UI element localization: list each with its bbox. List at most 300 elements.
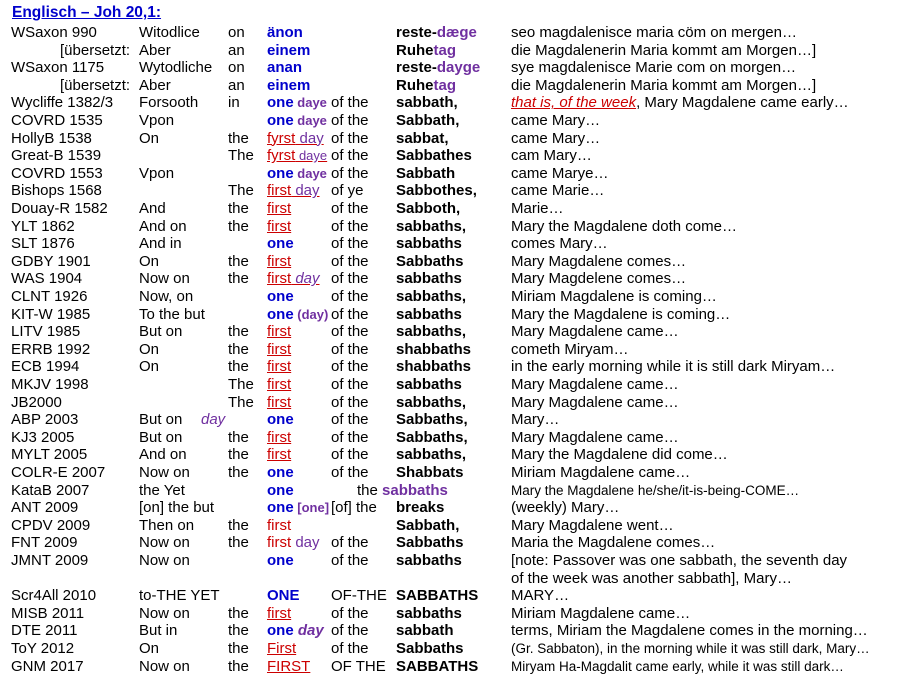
- sabbath-term: [396, 288, 466, 306]
- of-the: OF THE: [331, 657, 386, 675]
- sabbath-term-suffix: ,: [455, 112, 460, 129]
- sabbath-term: [396, 499, 444, 517]
- lead-words: Aber: [139, 76, 171, 94]
- sabbath-term-main: Sabbaths: [396, 640, 464, 657]
- translation-text: [511, 235, 608, 253]
- translation-text: [511, 640, 870, 658]
- table-row: [0, 464, 900, 482]
- sabbath-term: [396, 517, 459, 535]
- version-name: COVRD 1553: [11, 164, 103, 182]
- version-name: DTE 2011: [11, 622, 78, 640]
- sabbath-term-main: sabbath: [396, 622, 454, 640]
- table-row: [0, 358, 900, 376]
- of-the: of the: [331, 622, 369, 640]
- sabbath-term-main: Ruhe: [396, 76, 434, 94]
- translation-text-main: came Marye…: [511, 164, 609, 182]
- version-name: Bishops 1568: [11, 182, 102, 200]
- numeral-word: one: [267, 288, 294, 305]
- sabbath-term-suffix: ,: [456, 200, 461, 217]
- translation-text-main: Miriam Magdalene came…: [511, 604, 691, 622]
- inserted-word: day: [201, 411, 226, 429]
- sabbath-term: [396, 94, 458, 112]
- sabbath-term: [396, 147, 472, 165]
- translation-text: [511, 306, 730, 324]
- sabbath-term: [396, 358, 471, 376]
- sabbath-term-main: SABBATHS: [396, 587, 479, 605]
- translation-text: [511, 42, 816, 60]
- numeral-word: one daye: [267, 164, 327, 182]
- numeral-word: first day: [267, 182, 320, 200]
- lead-words: And in: [139, 235, 182, 253]
- inserted-phrase: that is, of the week: [511, 94, 637, 112]
- translation-text-main: in the early morning while it is still dark Miryam…: [511, 358, 836, 376]
- lead-words: Aber: [139, 41, 171, 59]
- of-the: of the: [331, 94, 369, 112]
- sabbath-term-main: sabbaths: [396, 393, 462, 411]
- numeral-word: one: [267, 235, 294, 253]
- numeral-word: first: [267, 217, 292, 235]
- version-name: WAS 1904: [11, 270, 83, 288]
- article: the: [228, 252, 249, 270]
- article: the: [228, 200, 249, 217]
- translation-text: [511, 658, 844, 676]
- translation-text-main: terms, Miriam the Magdalene comes in the morning…: [511, 622, 868, 640]
- translation-text: [511, 270, 686, 288]
- sabbath-term-main: Sabbathes: [396, 147, 472, 165]
- sabbath-term-suffix: tag: [433, 76, 456, 94]
- lead-words: the Yet: [139, 481, 185, 499]
- sabbath-term-main: sabbaths: [396, 323, 462, 341]
- table-row: [0, 130, 900, 148]
- sabbath-term-main: sabbaths: [396, 270, 462, 288]
- translation-text-main: cometh Miryam…: [511, 340, 629, 358]
- of-the: of the: [331, 604, 369, 622]
- table-row: [0, 323, 900, 341]
- numeral-word: änon: [267, 24, 303, 41]
- sabbath-term-main: sabbaths: [396, 217, 462, 235]
- lead-words: Vpon: [139, 164, 175, 182]
- version-name: WSaxon 990: [11, 24, 97, 41]
- translation-text-main: Mary the Magdalene did come…: [511, 446, 728, 464]
- translation-text: [511, 587, 569, 605]
- of-the: of the: [331, 112, 369, 129]
- version-name: Scr4All 2010: [11, 587, 97, 605]
- translation-text-main: cam Mary…: [511, 147, 592, 165]
- translation-text: [511, 534, 715, 552]
- table-row: [0, 376, 900, 394]
- sabbath-term-main: Sabbath: [396, 516, 456, 534]
- lead-words: And on: [139, 446, 187, 464]
- version-name: CLNT 1926: [11, 288, 88, 305]
- lead-words: But on: [139, 428, 183, 446]
- sabbath-term-suffix: ,: [463, 411, 468, 429]
- article: an: [228, 41, 245, 59]
- of-the: OF-THE: [331, 587, 387, 605]
- translation-text: [511, 341, 629, 359]
- article: the: [228, 340, 249, 358]
- article: The: [228, 147, 254, 165]
- translation-text-main: Mary Magdalene came…: [511, 428, 679, 446]
- sabbath-term: [396, 394, 466, 412]
- of-the: of the: [331, 217, 369, 235]
- numeral-word: einem: [267, 76, 311, 94]
- sabbath-term: [396, 376, 462, 394]
- translation-text-main: Mary…: [511, 411, 560, 429]
- article: in: [228, 94, 240, 112]
- sabbath-term-suffix: ,: [472, 182, 477, 200]
- version-name: WSaxon 1175: [11, 59, 105, 77]
- version-name: ANT 2009: [11, 499, 79, 517]
- lead-words: [on] the but: [139, 499, 215, 517]
- numeral-word: First: [267, 640, 297, 657]
- table-row: [0, 42, 900, 60]
- numeral-word: one: [267, 552, 294, 569]
- of-the: [of] the: [331, 499, 377, 517]
- translation-text-main: came Mary…: [511, 112, 601, 129]
- sabbath-term: [396, 552, 462, 570]
- article: an: [228, 76, 245, 94]
- sabbath-term: [396, 42, 456, 60]
- sabbath-term: [396, 59, 480, 77]
- day-word: day: [291, 182, 320, 200]
- version-name: ToY 2012: [11, 640, 75, 657]
- of-the: of the: [331, 164, 369, 182]
- sabbath-term-main: Sabbaths: [396, 534, 464, 552]
- version-name: GNM 2017: [11, 657, 84, 675]
- numeral-word: first: [267, 358, 292, 376]
- of-the: of the: [331, 446, 369, 464]
- sabbath-term-suffix: ,: [461, 323, 467, 341]
- day-word: (day): [293, 306, 329, 322]
- version-name: COLR-E 2007: [11, 464, 106, 481]
- of-the: of the: [331, 428, 369, 446]
- sabbath-term: [396, 622, 454, 640]
- of-the: of the: [331, 393, 369, 411]
- lead-words: Now on: [139, 657, 190, 675]
- article: the: [228, 622, 249, 640]
- of-the: of the: [331, 534, 369, 552]
- numeral-word: fyrst daye: [267, 147, 328, 165]
- translation-text-main: Mary Magdalene came…: [511, 376, 679, 393]
- table-row: [0, 640, 900, 658]
- table-row: [0, 411, 900, 429]
- version-name: Great-B 1539: [11, 147, 102, 165]
- lead-words: to-THE YET: [139, 587, 220, 605]
- sabbath-term: [396, 464, 464, 482]
- sabbath-term: [396, 323, 466, 341]
- sabbath-term: [357, 482, 448, 500]
- sabbath-term: [396, 165, 455, 183]
- translation-text-main: comes Mary…: [511, 235, 608, 253]
- numeral-word: one: [267, 464, 294, 481]
- day-word: day: [291, 270, 320, 288]
- translation-text: [511, 358, 835, 376]
- translation-text: [511, 165, 609, 183]
- of-the: of the: [331, 200, 369, 217]
- numeral-word: einem: [267, 41, 311, 59]
- translation-text-main: (Gr. Sabbaton), in the morning while it was still dark, Mary…: [511, 641, 870, 656]
- sabbath-term: [396, 658, 478, 676]
- translation-text: [511, 517, 674, 535]
- translation-text: [511, 288, 717, 306]
- sabbath-term: [396, 411, 468, 429]
- numeral-word: one: [267, 481, 294, 499]
- article: The: [228, 393, 254, 411]
- translation-text-main: Maria the Magdalene comes…: [511, 534, 716, 552]
- lead-words: Wytodliche: [139, 59, 213, 77]
- day-word: daye: [293, 95, 327, 111]
- numeral-word: FIRST: [267, 657, 311, 675]
- sabbath-term-main: sabbat: [396, 129, 445, 147]
- translation-text-main: came Marie…: [511, 182, 605, 200]
- table-row: [0, 24, 900, 42]
- table-row: [0, 112, 900, 130]
- translation-text: [511, 376, 679, 394]
- numeral-word: first day: [267, 534, 320, 552]
- sabbath-term: [396, 270, 462, 288]
- sabbath-term: [396, 587, 478, 605]
- translation-text: [511, 147, 592, 165]
- lead-words: But in: [139, 622, 178, 640]
- numeral-word: one day: [267, 622, 324, 640]
- translation-text-main: Mary Magdalene came…: [511, 393, 679, 411]
- translation-text: [511, 482, 799, 500]
- numeral-word: first day: [267, 270, 320, 288]
- numeral-word: one (day): [267, 305, 329, 323]
- sabbath-term: [396, 235, 462, 253]
- translation-text: [511, 77, 816, 95]
- version-name: ECB 1994: [11, 358, 80, 376]
- translation-text: [511, 130, 600, 148]
- table-row: [0, 658, 900, 676]
- lead-words: Vpon: [139, 112, 175, 129]
- article: The: [228, 376, 254, 393]
- sabbath-term: [396, 640, 464, 658]
- lead-words: Now on: [139, 464, 190, 481]
- sabbath-term-suffix: ,: [461, 288, 467, 305]
- article: the: [228, 534, 249, 552]
- sabbath-term-main: sabbaths: [396, 446, 462, 464]
- lead-words: Now on: [139, 604, 190, 622]
- table-row: [0, 587, 900, 605]
- of-the: of the: [331, 147, 369, 165]
- article: the: [228, 428, 249, 446]
- translation-text: [511, 200, 564, 218]
- numeral-word: first: [267, 428, 292, 446]
- translation-text-main: sye magdalenisce Marie com on morgen…: [511, 59, 797, 77]
- translation-text-main: Miriam Magdalene came…: [511, 464, 691, 481]
- table-row: [0, 482, 900, 500]
- version-name: KJ3 2005: [11, 428, 75, 446]
- article: the: [228, 323, 249, 341]
- translation-text-main: die Magdalenerin Maria kommt am Morgen…]: [511, 76, 817, 94]
- lead-words: On: [139, 252, 160, 270]
- lead-words: Now on: [139, 270, 190, 288]
- sabbath-term-main: reste-: [396, 24, 437, 41]
- article: The: [228, 182, 254, 200]
- version-name: ABP 2003: [11, 411, 79, 429]
- article: the: [228, 657, 249, 675]
- translation-text: [511, 182, 604, 200]
- of-the: of the: [331, 323, 369, 341]
- translation-text: [511, 570, 792, 588]
- lead-words: And on: [139, 217, 187, 235]
- translation-text-main: Mary Magdalene came…: [511, 323, 679, 341]
- table-row: [0, 235, 900, 253]
- sabbath-term: [396, 24, 477, 42]
- numeral-word: first: [267, 604, 292, 622]
- translation-text: [511, 552, 847, 570]
- of-the: of the: [331, 340, 369, 358]
- sabbath-term-main: SABBATHS: [396, 657, 479, 675]
- lead-words: On: [139, 358, 160, 376]
- sabbath-term-main: sabbaths: [396, 376, 462, 393]
- translation-text-main: of the week was another sabbath], Mary…: [511, 569, 792, 587]
- table-row: [0, 200, 900, 218]
- sabbath-term: [396, 77, 456, 95]
- day-word: daye: [293, 165, 327, 181]
- sabbath-term-suffix: ,: [455, 516, 460, 534]
- sabbath-term-suffix: ,: [461, 217, 467, 235]
- sabbath-term: [396, 605, 462, 623]
- translation-text: [511, 605, 690, 623]
- numeral-word: first: [267, 200, 292, 217]
- lead-words: But on: [139, 411, 183, 429]
- article: the: [228, 516, 249, 534]
- table-row: [0, 499, 900, 517]
- sabbath-term: [396, 534, 464, 552]
- sabbath-term-suffix: dayge: [436, 59, 481, 77]
- of-the: of ye: [331, 182, 364, 200]
- version-name: ERRB 1992: [11, 340, 91, 358]
- table-row: [0, 552, 900, 570]
- of-the: of the: [331, 552, 369, 569]
- table-row: [0, 341, 900, 359]
- day-word: day: [295, 129, 324, 147]
- lead-words: And: [139, 200, 166, 217]
- sabbath-term: [396, 112, 459, 130]
- table-row: [0, 182, 900, 200]
- day-word: day: [291, 534, 320, 552]
- of-the: of the: [331, 358, 369, 376]
- translation-text: [511, 94, 849, 112]
- table-row: [0, 94, 900, 112]
- lead-words: Now on: [139, 534, 190, 552]
- sabbath-term: [396, 182, 477, 200]
- version-name: MISB 2011: [11, 604, 85, 622]
- numeral-word: one [one]: [267, 499, 330, 517]
- sabbath-term-suffix: ,: [461, 393, 467, 411]
- sabbath-term-main: Sabbaths: [396, 411, 464, 429]
- translation-text-main: Mary Magdelene comes…: [511, 270, 687, 288]
- of-the: of the: [331, 270, 369, 288]
- of-the: of the: [331, 235, 369, 253]
- table-row: [0, 270, 900, 288]
- translation-text-main: Miriam Magdalene is coming…: [511, 288, 717, 305]
- table-row: [0, 622, 900, 640]
- translation-text: [511, 112, 600, 130]
- lead-words: To the but: [139, 305, 205, 323]
- day-word: day: [293, 622, 324, 640]
- sabbath-term-main: sabbaths: [396, 552, 462, 569]
- sabbath-term-main: the: [357, 481, 383, 499]
- table-row: [0, 288, 900, 306]
- sabbath-term-main: Ruhe: [396, 41, 434, 59]
- sabbath-term-main: reste-: [396, 59, 437, 77]
- version-name: Wycliffe 1382/3: [11, 94, 114, 112]
- translation-text: [511, 411, 559, 429]
- sabbath-term-main: Sabbath: [396, 164, 456, 182]
- version-name: CPDV 2009: [11, 516, 91, 534]
- lead-words: But on: [139, 323, 183, 341]
- version-name: KataB 2007: [11, 481, 90, 499]
- version-name: MKJV 1998: [11, 376, 89, 393]
- translation-text-main: die Magdalenerin Maria kommt am Morgen…]: [511, 41, 817, 59]
- translation-text: [511, 446, 728, 464]
- version-name: COVRD 1535: [11, 112, 103, 129]
- version-name: Douay-R 1582: [11, 200, 108, 217]
- numeral-word: first: [267, 340, 292, 358]
- numeral-word: one daye: [267, 112, 327, 129]
- sabbath-term: [396, 130, 449, 148]
- table-row: [0, 517, 900, 535]
- translation-text-main: Mary Magdalene went…: [511, 516, 674, 534]
- translation-text: [511, 394, 679, 412]
- table-row: [0, 605, 900, 623]
- numeral-word: one daye: [267, 94, 327, 112]
- translation-text: [511, 622, 868, 640]
- translation-text-main: MARY…: [511, 587, 570, 605]
- sabbath-term-main: sabbaths: [396, 235, 462, 253]
- translation-text: [511, 499, 619, 517]
- version-name: HollyB 1538: [11, 129, 92, 147]
- sabbath-term: [396, 446, 466, 464]
- translation-text-main: Mary the Magdalene is coming…: [511, 305, 731, 323]
- table-row: [0, 534, 900, 552]
- sabbath-term-main: sabbaths: [396, 604, 462, 622]
- sabbath-term-main: Sabbath: [396, 112, 456, 129]
- lead-words: Then on: [139, 516, 195, 534]
- day-word: daye: [295, 148, 328, 164]
- translation-text-main: came Mary…: [511, 129, 601, 147]
- numeral-word: first: [267, 323, 292, 341]
- translation-text-main: Mary the Magdalene he/she/it-is-being-COME…: [511, 482, 800, 498]
- translation-text-main: (weekly) Mary…: [511, 499, 620, 517]
- article: the: [228, 129, 249, 147]
- translation-text: [511, 323, 679, 341]
- numeral-word: first: [267, 393, 292, 411]
- of-the: of the: [331, 305, 369, 323]
- lead-words: On: [139, 129, 160, 147]
- sabbath-term-main: breaks: [396, 499, 445, 517]
- of-the: of the: [331, 288, 369, 305]
- lead-words: Now, on: [139, 288, 194, 305]
- numeral-word: one: [267, 411, 294, 429]
- numeral-word: first: [267, 252, 292, 270]
- translation-text-main: , Mary Magdalene came early…: [636, 94, 849, 112]
- article: on: [228, 24, 245, 41]
- version-name: FNT 2009: [11, 534, 78, 552]
- table-row: [0, 218, 900, 236]
- article: the: [228, 604, 249, 622]
- sabbath-term-main: Sabboth: [396, 200, 456, 217]
- sabbath-term-main: sabbaths: [396, 288, 462, 305]
- sabbath-term-suffix: ,: [444, 129, 449, 147]
- translation-text-main: Mary Magdalene comes…: [511, 252, 687, 270]
- translation-text: [511, 59, 796, 77]
- of-the: of the: [331, 411, 369, 429]
- article: the: [228, 358, 249, 376]
